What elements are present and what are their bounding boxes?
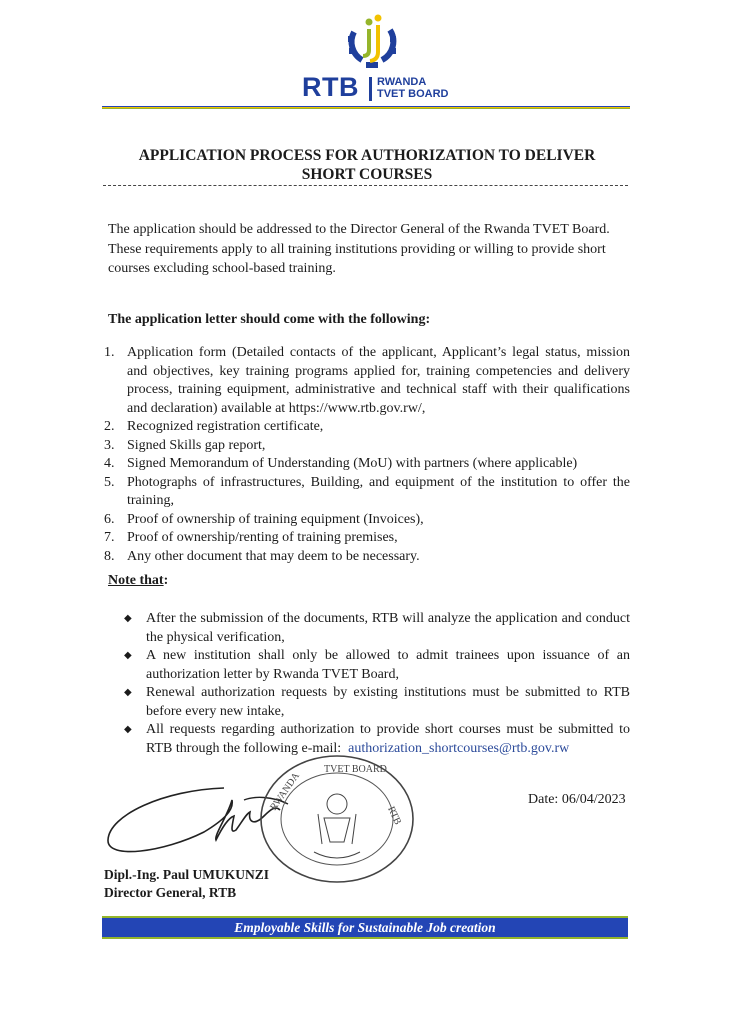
- logo-rtb-text: RTB: [302, 72, 359, 102]
- stamp-right-text: RTB: [385, 804, 404, 827]
- list-number: 8.: [104, 548, 115, 564]
- list-item: [104, 548, 630, 567]
- bullet-icon: ◆: [124, 724, 132, 735]
- list-item: [104, 418, 630, 437]
- list-number: 4.: [104, 456, 115, 471]
- header-rule: [102, 106, 630, 109]
- list-text: Signed Memorandum of Understanding (MoU) with partners (where applicable): [127, 456, 578, 471]
- list-number: 7.: [104, 530, 115, 545]
- list-text: Any other document that may deem to be necessary.: [127, 548, 420, 564]
- list-item: [124, 647, 630, 684]
- document-title: [100, 146, 634, 184]
- list-item: [104, 474, 630, 511]
- email-link[interactable]: authorization_shortcourses@rtb.gov.rw: [348, 740, 570, 756]
- logo-line-1: RWANDA: [377, 76, 427, 88]
- note-text: After the submission of the documents, RTB will analyze the application and conduct the physical verification,: [146, 611, 630, 645]
- official-stamp: [258, 752, 416, 886]
- note-text: All requests regarding authorization to provide short courses must be submitted to RTB through the following e-mail:: [146, 722, 630, 756]
- list-item: [104, 529, 630, 548]
- logo-divider: [369, 77, 372, 101]
- list-text: Application form (Detailed contacts of the applicant, Applicant’s legal status, mission and objectives, key training programs applied for, training competencies and delivery process, training equipment, administrative and technical staff with their qualifications and declaration) available at https://www.rtb.gov.rw/,: [127, 345, 630, 416]
- signatory: [104, 866, 269, 902]
- bullet-icon: ◆: [124, 650, 132, 661]
- list-text: Proof of ownership/renting of training premises,: [127, 530, 398, 545]
- list-item: [104, 511, 630, 530]
- list-text: Photographs of infrastructures, Building, and equipment of the institution to offer the training,: [127, 474, 630, 508]
- note-text: A new institution shall only be allowed to admit trainees upon issuance of an authorization letter by Rwanda TVET Board,: [146, 648, 630, 682]
- footer-slogan: Employable Skills for Sustainable Job creation: [102, 916, 628, 939]
- list-item: [124, 684, 630, 721]
- list-number: 6.: [104, 511, 115, 527]
- intro-paragraph: The application should be addressed to the Director General of the Rwanda TVET Board. These requirements apply to all training institutions providing or willing to provide short courses excluding school-based training.: [108, 222, 610, 276]
- list-text: Signed Skills gap report,: [127, 437, 266, 453]
- requirements-list: [104, 344, 630, 566]
- note-text: Renewal authorization requests by existing institutions must be submitted to RTB before every new intake,: [146, 685, 630, 719]
- logo-line-2: TVET BOARD: [377, 88, 449, 100]
- list-item: [124, 610, 630, 647]
- stamp-top-text: TVET BOARD: [324, 764, 387, 775]
- title-line-2: SHORT COURSES: [301, 166, 433, 183]
- note-heading-text: Note that: [108, 573, 164, 588]
- list-text: Proof of ownership of training equipment (Invoices),: [127, 511, 424, 527]
- logo-subtitle: [377, 76, 449, 100]
- list-number: 3.: [104, 437, 115, 453]
- note-colon: :: [163, 573, 169, 588]
- list-number: 2.: [104, 419, 115, 434]
- list-number: 5.: [104, 474, 115, 490]
- title-line-1: APPLICATION PROCESS FOR AUTHORIZATION TO DELIVER: [138, 147, 596, 164]
- bullet-icon: ◆: [124, 613, 132, 624]
- title-divider: [103, 185, 628, 186]
- signatory-name: Dipl.-Ing. Paul UMUKUNZI: [104, 867, 270, 882]
- notes-list: [124, 610, 630, 758]
- gear-person-icon: [302, 10, 472, 72]
- list-item: [104, 344, 630, 418]
- signatory-title: Director General, RTB: [104, 885, 237, 900]
- rtb-logo: [302, 10, 472, 105]
- list-item: [104, 437, 630, 456]
- note-heading: [108, 573, 168, 589]
- list-item: [104, 455, 630, 474]
- bullet-icon: ◆: [124, 687, 132, 698]
- list-number: 1.: [104, 345, 115, 360]
- stamp-left-text: RWANDA: [268, 770, 303, 813]
- requirements-heading: The application letter should come with the following:: [108, 312, 431, 327]
- document-date: Date: 06/04/2023: [528, 792, 626, 807]
- list-text: Recognized registration certificate,: [127, 419, 324, 434]
